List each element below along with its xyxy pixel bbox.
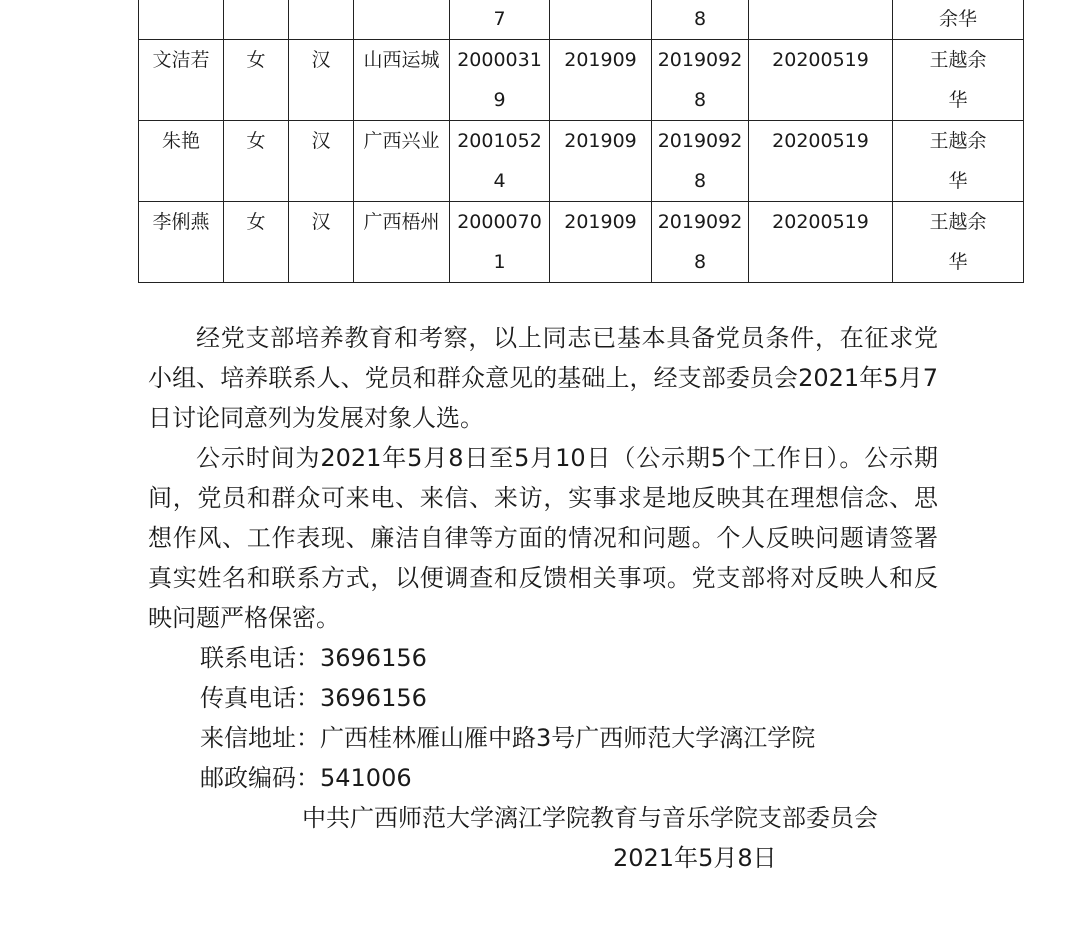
- date-cell: 20190928: [652, 202, 749, 283]
- member-table: [138, 0, 1024, 283]
- signature-date: 2021年5月8日: [613, 844, 777, 872]
- gender-cell: 女: [224, 202, 289, 283]
- date-cell: 20200519: [749, 202, 893, 283]
- birthdate-cell: 20000319: [450, 40, 550, 121]
- table-row-partial: [139, 0, 1024, 40]
- table-cell: 7: [450, 0, 550, 40]
- birthdate-cell: 20000701: [450, 202, 550, 283]
- contact-person-cell: 王越余华: [893, 40, 1024, 121]
- gender-cell: 女: [224, 40, 289, 121]
- name-cell: 朱艳: [139, 121, 224, 202]
- contact-postcode: 邮政编码：541006: [200, 764, 412, 792]
- contact-person-cell: 王越余华: [893, 202, 1024, 283]
- ethnicity-cell: 汉: [289, 40, 354, 121]
- contact-phone: 联系电话：3696156: [200, 644, 427, 672]
- date-cell: 20200519: [749, 121, 893, 202]
- table-cell: [749, 0, 893, 40]
- table-cell: [224, 0, 289, 40]
- contact-address: 来信地址：广西桂林雁山雁中路3号广西师范大学漓江学院: [200, 724, 816, 752]
- name-cell: 文洁若: [139, 40, 224, 121]
- table-cell: [550, 0, 652, 40]
- table-row: [139, 202, 1024, 283]
- date-cell: 201909: [550, 40, 652, 121]
- signature-organization: 中共广西师范大学漓江学院教育与音乐学院支部委员会: [302, 804, 878, 832]
- table-cell: [139, 0, 224, 40]
- contact-fax: 传真电话：3696156: [200, 684, 427, 712]
- date-cell: 201909: [550, 202, 652, 283]
- name-cell: 李俐燕: [139, 202, 224, 283]
- birthdate-cell: 20010524: [450, 121, 550, 202]
- ethnicity-cell: 汉: [289, 121, 354, 202]
- hometown-cell: 广西梧州: [354, 202, 450, 283]
- date-cell: 20200519: [749, 40, 893, 121]
- table-row: [139, 121, 1024, 202]
- table-cell: 8: [652, 0, 749, 40]
- date-cell: 20190928: [652, 121, 749, 202]
- hometown-cell: 广西兴业: [354, 121, 450, 202]
- date-cell: 20190928: [652, 40, 749, 121]
- hometown-cell: 山西运城: [354, 40, 450, 121]
- date-cell: 201909: [550, 121, 652, 202]
- table-cell: [289, 0, 354, 40]
- table-row: [139, 40, 1024, 121]
- contact-person-cell: 王越余华: [893, 121, 1024, 202]
- approval-paragraph: 经党支部培养教育和考察，以上同志已基本具备党员条件，在征求党小组、培养联系人、党员和群众意见的基础上，经支部委员会2021年5月7日讨论同意列为发展对象人选。: [148, 324, 938, 432]
- table-cell: [354, 0, 450, 40]
- table-cell: 余华: [893, 0, 1024, 40]
- ethnicity-cell: 汉: [289, 202, 354, 283]
- gender-cell: 女: [224, 121, 289, 202]
- publicity-paragraph: 公示时间为2021年5月8日至5月10日（公示期5个工作日）。公示期间，党员和群众可来电、来信、来访，实事求是地反映其在理想信念、思想作风、工作表现、廉洁自律等方面的情况和问题。个人反映问题请签署真实姓名和联系方式，以便调查和反馈相关事项。党支部将对反映人和反映问题严格保密。: [148, 444, 938, 632]
